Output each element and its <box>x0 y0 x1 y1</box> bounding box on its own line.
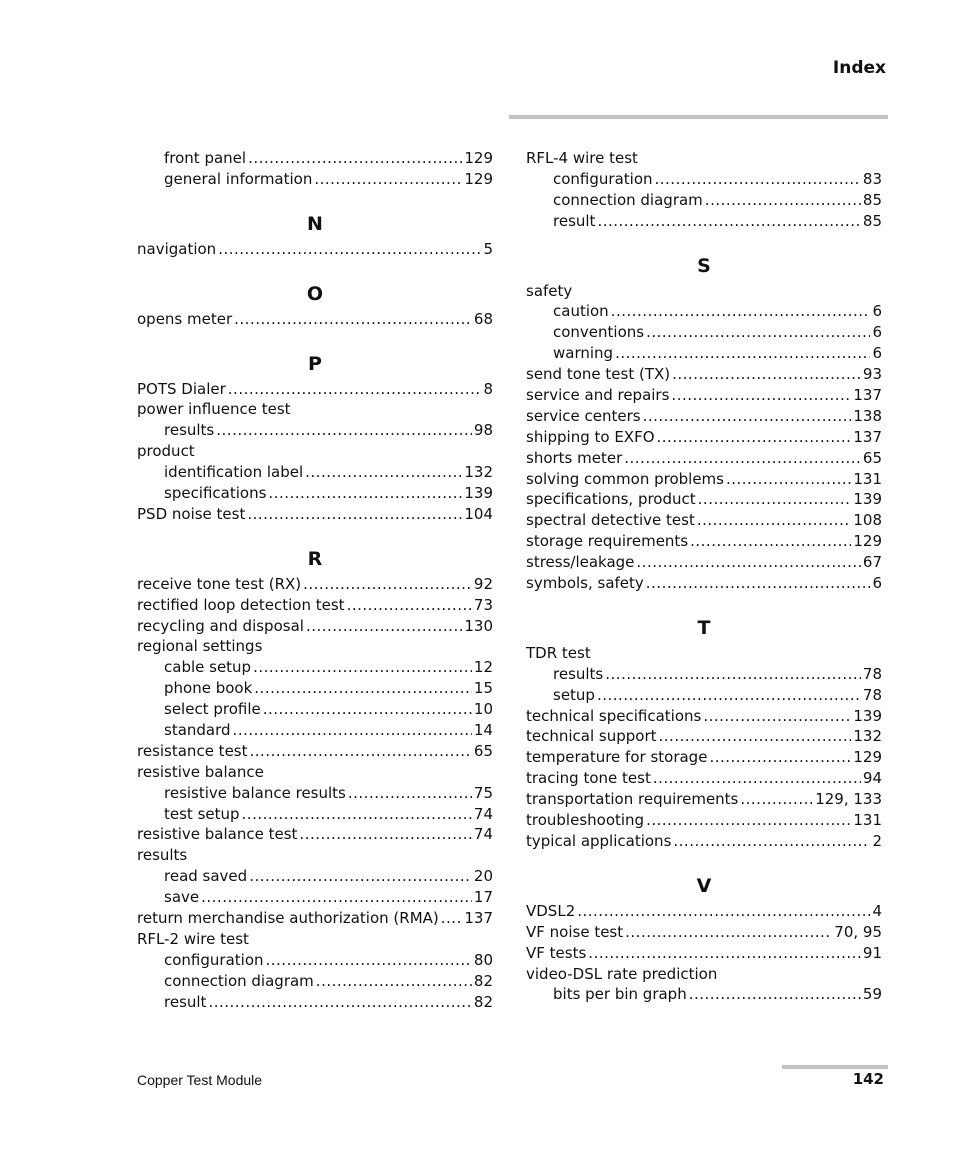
page-reference: 6 <box>872 302 882 321</box>
index-column-right <box>526 148 882 1005</box>
index-term: identification label <box>164 463 304 482</box>
index-column-left <box>137 148 493 1013</box>
page-reference: 108 <box>853 511 882 530</box>
index-entry <box>526 281 882 302</box>
page-reference: 129 <box>464 149 493 167</box>
page-reference: 132 <box>853 727 882 746</box>
dot-leader <box>208 992 471 1013</box>
dot-leader <box>597 685 861 706</box>
dot-leader <box>306 616 462 637</box>
dot-leader <box>655 169 861 190</box>
index-term: conventions <box>553 323 645 342</box>
index-entry <box>526 469 882 490</box>
dot-leader <box>233 720 472 741</box>
index-term: RFL-4 wire test <box>526 149 638 167</box>
index-term: technical specifications <box>526 706 702 725</box>
index-term: results <box>137 846 188 865</box>
index-subentry <box>526 322 882 343</box>
index-term: VDSL2 <box>526 901 576 920</box>
dot-leader <box>703 706 851 727</box>
index-term: shorts meter <box>526 448 623 467</box>
index-section-letter: P <box>308 352 322 375</box>
index-term: connection diagram <box>553 190 703 209</box>
index-entry <box>526 943 882 964</box>
index-term: symbols, safety <box>526 574 644 593</box>
index-entry <box>137 239 493 260</box>
page-reference: 139 <box>464 484 493 503</box>
index-term: service centers <box>526 406 641 425</box>
page-reference: 132 <box>464 463 493 482</box>
page-reference: 131 <box>853 469 882 488</box>
index-term: results <box>164 421 215 440</box>
index-entry <box>526 510 882 531</box>
dot-leader <box>234 309 472 330</box>
index-entry <box>526 922 882 943</box>
page-reference: 94 <box>862 769 882 788</box>
dot-leader <box>268 483 462 504</box>
index-entry <box>526 964 882 985</box>
dot-leader <box>671 385 851 406</box>
index-term: stress/leakage <box>526 553 635 572</box>
index-term: transportation requirements <box>526 790 739 809</box>
index-subentry <box>526 301 882 322</box>
page-reference: 129, 133 <box>815 790 882 809</box>
dot-leader <box>611 301 871 322</box>
page-reference: 74 <box>473 825 493 844</box>
index-entry <box>526 831 882 852</box>
index-term: caution <box>553 302 609 321</box>
index-term: RFL-2 wire test <box>137 929 249 948</box>
page-reference: 137 <box>853 427 882 446</box>
index-subentry <box>526 190 882 211</box>
index-term: shipping to EXFO <box>526 427 655 446</box>
index-term: technical support <box>526 727 657 746</box>
page-reference: 70, 95 <box>834 922 882 941</box>
index-term: temperature for storage <box>526 748 708 767</box>
index-term: storage requirements <box>526 532 689 551</box>
dot-leader <box>348 783 472 804</box>
index-section-letter: O <box>306 282 324 305</box>
index-entry <box>137 441 493 462</box>
page-reference: 17 <box>473 888 493 907</box>
page-reference: 65 <box>862 448 882 467</box>
dot-leader <box>299 824 471 845</box>
dot-leader <box>615 343 870 364</box>
index-entry <box>526 489 882 510</box>
index-term: opens meter <box>137 309 233 328</box>
page-reference: 5 <box>483 239 493 258</box>
index-term: cable setup <box>164 658 252 677</box>
index-subentry <box>137 462 493 483</box>
index-subentry <box>137 720 493 741</box>
index-term: rectified loop detection test <box>137 595 345 614</box>
index-subentry <box>137 483 493 504</box>
dot-leader <box>698 489 852 510</box>
page-reference: 93 <box>862 365 882 384</box>
index-section-letter: N <box>307 212 323 235</box>
index-entry <box>137 762 493 783</box>
index-term: send tone test (TX) <box>526 365 671 384</box>
index-term: TDR test <box>526 643 591 662</box>
page-reference: 137 <box>464 909 493 928</box>
page-reference: 6 <box>872 574 882 593</box>
page-reference: 12 <box>473 658 493 677</box>
dot-leader <box>250 741 472 762</box>
index-entry <box>137 908 493 929</box>
page-reference: 83 <box>862 169 882 188</box>
page-reference: 20 <box>473 867 493 886</box>
dot-leader <box>646 810 851 831</box>
page-reference: 139 <box>853 490 882 509</box>
index-entry <box>137 636 493 657</box>
page-reference: 130 <box>464 616 493 635</box>
index-term: troubleshooting <box>526 811 645 830</box>
dot-leader <box>646 322 870 343</box>
dot-leader <box>577 901 870 922</box>
page-reference: 85 <box>862 190 882 209</box>
dot-leader <box>248 148 462 169</box>
dot-leader <box>247 504 462 525</box>
index-term: configuration <box>553 169 653 188</box>
dot-leader <box>624 448 861 469</box>
index-subentry <box>526 211 882 232</box>
index-entry <box>137 574 493 595</box>
index-term: navigation <box>137 239 217 258</box>
index-entry <box>526 747 882 768</box>
dot-leader <box>673 831 870 852</box>
page-reference: 59 <box>862 985 882 1004</box>
index-term: standard <box>164 721 231 740</box>
page-reference: 82 <box>473 992 493 1011</box>
index-subentry <box>137 420 493 441</box>
page-reference: 82 <box>473 971 493 990</box>
dot-leader <box>303 574 472 595</box>
index-subentry <box>137 971 493 992</box>
dot-leader <box>254 678 472 699</box>
page-reference: 129 <box>464 169 493 188</box>
header-rule <box>509 115 888 119</box>
index-term: typical applications <box>526 831 672 850</box>
index-entry <box>526 573 882 594</box>
index-entry <box>526 364 882 385</box>
index-entry <box>526 643 882 664</box>
index-subentry <box>137 783 493 804</box>
page-reference: 139 <box>853 706 882 725</box>
index-entry <box>526 901 882 922</box>
index-term: return merchandise authorization (RMA) <box>137 909 439 928</box>
dot-leader <box>690 531 851 552</box>
index-subentry <box>526 984 882 1005</box>
page-reference: 10 <box>473 700 493 719</box>
index-subentry <box>137 678 493 699</box>
index-entry <box>137 504 493 525</box>
page-reference: 4 <box>872 901 882 920</box>
index-entry <box>137 845 493 866</box>
page-reference: 14 <box>473 721 493 740</box>
index-term: resistive balance <box>137 762 264 781</box>
index-entry <box>137 595 493 616</box>
index-entry <box>137 741 493 762</box>
footer-rule <box>782 1065 888 1069</box>
dot-leader <box>314 169 462 190</box>
index-section-letter: T <box>697 616 711 639</box>
dot-leader <box>740 789 813 810</box>
index-term: product <box>137 442 195 461</box>
dot-leader <box>266 950 472 971</box>
index-term: results <box>553 664 604 683</box>
index-section-letter: R <box>307 547 323 570</box>
index-entry <box>526 385 882 406</box>
page-reference: 15 <box>473 679 493 698</box>
index-entry <box>526 810 882 831</box>
index-term: resistive balance test <box>137 825 298 844</box>
dot-leader <box>597 211 860 232</box>
index-entry <box>137 824 493 845</box>
index-term: save <box>164 888 200 907</box>
page-reference: 74 <box>473 804 493 823</box>
index-term: resistive balance results <box>164 783 346 802</box>
dot-leader <box>697 510 852 531</box>
index-term: regional settings <box>137 637 263 656</box>
index-entry <box>526 427 882 448</box>
page-reference: 6 <box>872 323 882 342</box>
page-header-title: Index <box>832 58 886 78</box>
index-entry <box>137 399 493 420</box>
dot-leader <box>689 984 861 1005</box>
dot-leader <box>653 768 861 789</box>
index-term: VF tests <box>526 943 587 962</box>
dot-leader <box>636 552 861 573</box>
page-reference: 67 <box>862 553 882 572</box>
page-reference: 65 <box>473 741 493 760</box>
dot-leader <box>242 804 472 825</box>
dot-leader <box>659 726 852 747</box>
page-reference: 8 <box>483 379 493 398</box>
page-reference: 137 <box>853 386 882 405</box>
index-term: power influence test <box>137 400 291 419</box>
index-term: tracing tone test <box>526 769 651 788</box>
dot-leader <box>218 239 481 260</box>
page-reference: 2 <box>872 831 882 850</box>
page-reference: 129 <box>853 748 882 767</box>
index-term: select profile <box>164 700 261 719</box>
index-section-letter: V <box>696 874 712 897</box>
index-term: result <box>553 211 596 230</box>
index-subentry <box>137 699 493 720</box>
index-entry <box>526 768 882 789</box>
index-term: PSD noise test <box>137 504 246 523</box>
footer-document-title: Copper Test Module <box>137 1072 263 1088</box>
index-term: result <box>164 992 207 1011</box>
index-term: phone book <box>164 679 253 698</box>
index-entry <box>137 309 493 330</box>
index-term: solving common problems <box>526 469 724 488</box>
dot-leader <box>347 595 472 616</box>
index-entry <box>526 448 882 469</box>
index-term: front panel <box>164 149 247 167</box>
index-term: bits per bin graph <box>553 985 687 1004</box>
index-entry <box>137 616 493 637</box>
index-term: general information <box>164 169 313 188</box>
index-term: setup <box>553 685 595 704</box>
dot-leader <box>709 747 851 768</box>
page-reference: 75 <box>473 783 493 802</box>
dot-leader <box>726 469 851 490</box>
dot-leader <box>263 699 472 720</box>
dot-leader <box>249 866 472 887</box>
page-reference: 91 <box>862 943 882 962</box>
index-section-letter: S <box>697 254 711 277</box>
index-subentry <box>137 657 493 678</box>
index-subentry <box>526 664 882 685</box>
index-subentry <box>526 169 882 190</box>
page-reference: 73 <box>473 595 493 614</box>
footer-page-number: 142 <box>852 1070 884 1088</box>
index-term: receive tone test (RX) <box>137 574 302 593</box>
index-subentry <box>137 148 493 169</box>
page-reference: 138 <box>853 406 882 425</box>
index-term: warning <box>553 344 614 363</box>
dot-leader <box>253 657 472 678</box>
dot-leader <box>705 190 861 211</box>
page-reference: 68 <box>473 309 493 328</box>
index-term: connection diagram <box>164 971 314 990</box>
index-entry <box>137 929 493 950</box>
dot-leader <box>216 420 472 441</box>
page-reference: 78 <box>862 664 882 683</box>
dot-leader <box>657 427 852 448</box>
index-term: safety <box>526 281 573 300</box>
index-subentry <box>137 887 493 908</box>
page-reference: 85 <box>862 211 882 230</box>
index-entry <box>526 406 882 427</box>
dot-leader <box>672 364 861 385</box>
index-term: video-DSL rate prediction <box>526 964 718 983</box>
index-term: configuration <box>164 950 264 969</box>
index-term: POTS Dialer <box>137 379 226 398</box>
index-term: spectral detective test <box>526 511 695 530</box>
dot-leader <box>201 887 472 908</box>
dot-leader <box>228 379 482 400</box>
page-reference: 129 <box>853 532 882 551</box>
page-reference: 92 <box>473 574 493 593</box>
page-reference: 98 <box>473 421 493 440</box>
index-term: service and repairs <box>526 386 670 405</box>
index-term: specifications <box>164 484 267 503</box>
dot-leader <box>605 664 861 685</box>
page-reference: 6 <box>872 344 882 363</box>
dot-leader <box>643 406 852 427</box>
dot-leader <box>441 908 463 929</box>
index-term: VF noise test <box>526 922 624 941</box>
index-entry <box>526 552 882 573</box>
index-entry <box>526 789 882 810</box>
page-reference: 80 <box>473 950 493 969</box>
index-entry <box>526 726 882 747</box>
dot-leader <box>646 573 871 594</box>
dot-leader <box>305 462 462 483</box>
page-reference: 131 <box>853 811 882 830</box>
index-term: read saved <box>164 867 248 886</box>
dot-leader <box>625 922 832 943</box>
index-entry <box>526 148 882 169</box>
page-reference: 78 <box>862 685 882 704</box>
index-subentry <box>137 169 493 190</box>
index-subentry <box>526 685 882 706</box>
index-subentry <box>137 992 493 1013</box>
page-reference: 104 <box>464 504 493 523</box>
index-entry <box>137 379 493 400</box>
index-term: specifications, product <box>526 490 696 509</box>
index-term: recycling and disposal <box>137 616 304 635</box>
index-entry <box>526 706 882 727</box>
index-subentry <box>137 804 493 825</box>
dot-leader <box>588 943 861 964</box>
index-term: resistance test <box>137 741 248 760</box>
index-subentry <box>137 950 493 971</box>
index-entry <box>526 531 882 552</box>
index-subentry <box>526 343 882 364</box>
index-subentry <box>137 866 493 887</box>
index-term: test setup <box>164 804 240 823</box>
dot-leader <box>316 971 472 992</box>
